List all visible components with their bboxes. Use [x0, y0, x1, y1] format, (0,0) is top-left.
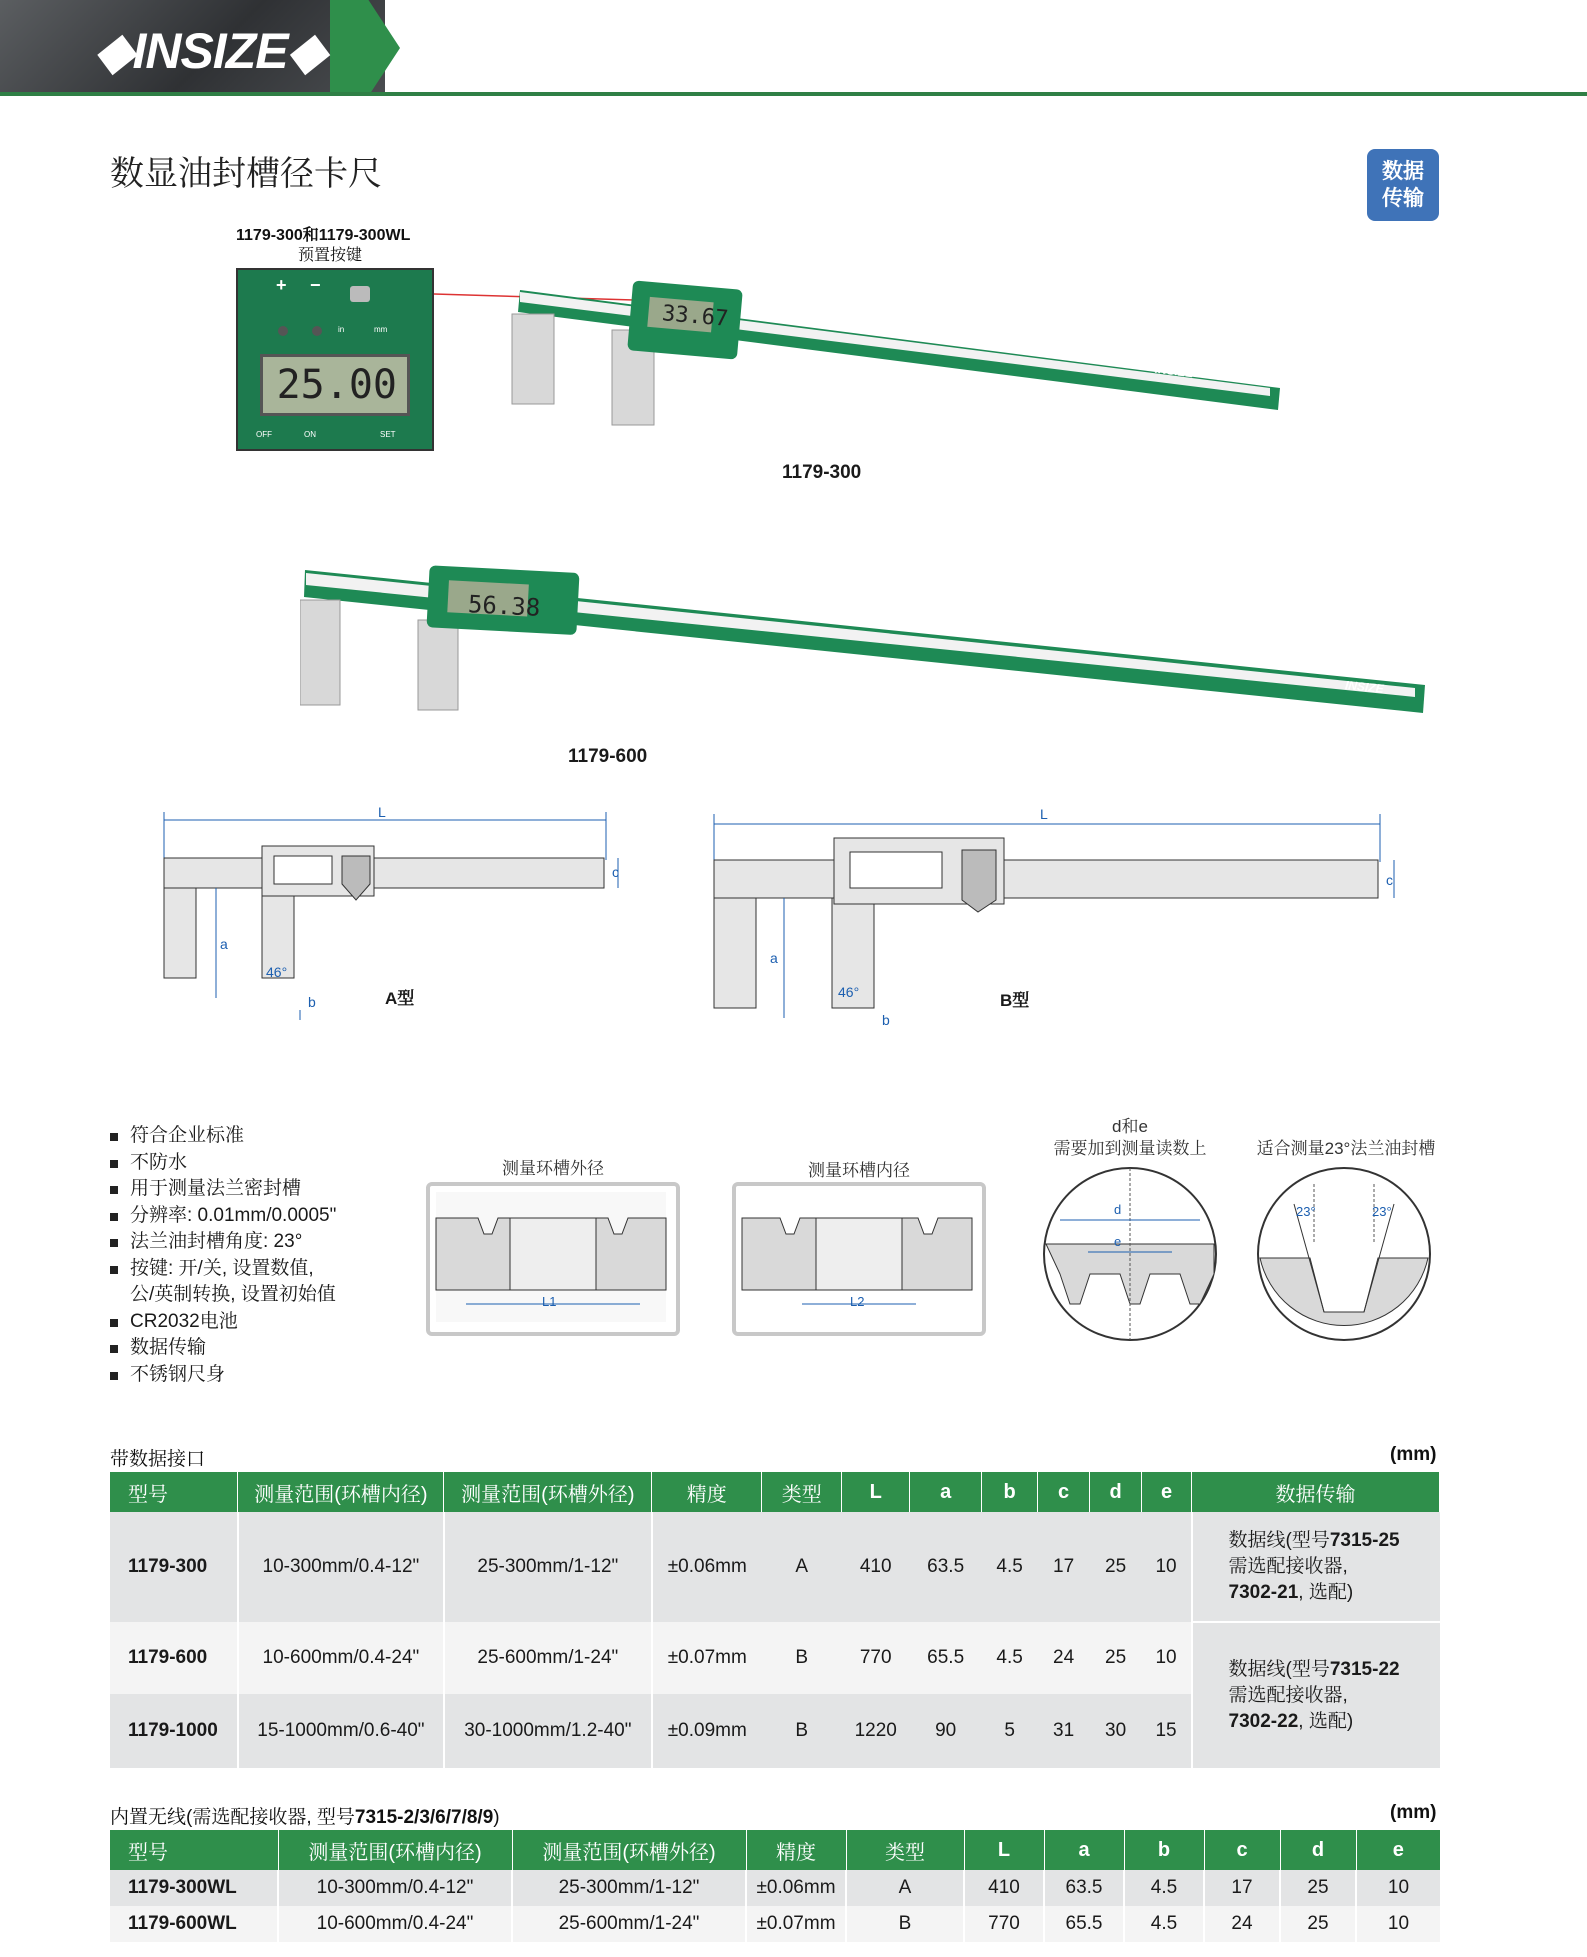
inset-caption-line1: 1179-300和1179-300WL — [236, 227, 411, 244]
feature-item: 按键: 开/关, 设置数值, — [108, 1256, 488, 1283]
de-diagram — [1040, 1164, 1220, 1344]
mm-label: mm — [374, 325, 388, 334]
cell: 10 — [1356, 1870, 1440, 1906]
note2-line1b: 7315-22 — [1329, 1658, 1400, 1680]
de-caption-1: d和e — [1112, 1117, 1148, 1136]
feature-item: 不锈钢尺身 — [108, 1362, 488, 1389]
cell: 10-300mm/0.4-12" — [278, 1870, 512, 1906]
de-e-label: e — [1114, 1234, 1122, 1249]
col-c: c — [1204, 1830, 1280, 1870]
col-b: b — [982, 1472, 1038, 1512]
feature-item: 数据传输 — [108, 1335, 488, 1362]
note2-line1a: 数据线(型号 — [1228, 1658, 1330, 1680]
col-inner-range: 测量范围(环槽内径) — [278, 1830, 512, 1870]
cell: 410 — [842, 1512, 910, 1622]
col-L: L — [964, 1830, 1044, 1870]
cell: 17 — [1038, 1512, 1090, 1622]
table1-header-row — [110, 1472, 1440, 1512]
de-caption-2: 需要加到测量读数上 — [1053, 1139, 1207, 1158]
cell: 90 — [910, 1694, 982, 1768]
cell: B — [762, 1694, 842, 1768]
cell: 770 — [964, 1906, 1044, 1942]
data-transfer-note-1 — [1192, 1512, 1440, 1622]
table2-title-c: ) — [493, 1807, 500, 1828]
preset-button-closeup — [236, 268, 434, 451]
flange-angle-left: 23° — [1296, 1204, 1316, 1219]
outer-groove-caption: 测量环槽外径 — [502, 1159, 604, 1178]
feature-item-continued: 公/英制转换, 设置初始值 — [130, 1284, 336, 1305]
cell: 63.5 — [1044, 1870, 1124, 1906]
cell: 10-600mm/0.4-24" — [278, 1906, 512, 1942]
feature-item: 分辨率: 0.01mm/0.0005" — [108, 1203, 488, 1230]
cell: 65.5 — [1044, 1906, 1124, 1942]
table-row — [110, 1512, 1440, 1622]
drawing-type-b — [700, 800, 1420, 1040]
model-caption-600: 1179-600 — [568, 746, 648, 767]
col-d: d — [1090, 1472, 1142, 1512]
caliper-300-photo — [500, 270, 1290, 450]
feature-item: CR2032电池 — [108, 1309, 488, 1336]
col-e: e — [1356, 1830, 1440, 1870]
brand-arrow-left-icon: ◆ — [95, 23, 133, 79]
note2-line3b: , 选配) — [1298, 1710, 1354, 1732]
feature-item: 符合企业标准 — [108, 1123, 488, 1150]
plus-label: + — [276, 275, 287, 295]
col-c: c — [1038, 1472, 1090, 1512]
caliper-300-display: 33.67 — [661, 301, 730, 332]
cell: ±0.06mm — [652, 1512, 762, 1622]
feature-item: 不防水 — [108, 1150, 488, 1177]
on-label: ON — [304, 430, 316, 439]
badge-line1: 数据 — [1382, 160, 1424, 183]
badge-line2: 传输 — [1382, 187, 1424, 210]
col-accuracy: 精度 — [746, 1830, 846, 1870]
cell-model: 1179-300WL — [110, 1870, 278, 1906]
header-rule — [0, 92, 1587, 96]
type-a-label: A型 — [385, 989, 415, 1008]
spec-table-wireless — [110, 1830, 1440, 1942]
inner-groove-diagram — [732, 1182, 986, 1338]
cell: 770 — [842, 1622, 910, 1694]
cell: B — [762, 1622, 842, 1694]
note1-line2: 需选配接收器, — [1228, 1555, 1348, 1577]
col-model: 型号 — [110, 1472, 238, 1512]
inset-lcd: 25.00 — [260, 354, 410, 416]
table2-title-a: 内置无线(需选配接收器, 型号 — [110, 1807, 355, 1828]
table1-title: 带数据接口 — [110, 1449, 206, 1470]
cell: ±0.07mm — [652, 1622, 762, 1694]
cell: ±0.07mm — [746, 1906, 846, 1942]
col-b: b — [1124, 1830, 1204, 1870]
note1-line1a: 数据线(型号 — [1228, 1529, 1330, 1551]
cell-model: 1179-600 — [110, 1622, 238, 1694]
cell: 4.5 — [982, 1622, 1038, 1694]
col-inner-range: 测量范围(环槽内径) — [238, 1472, 444, 1512]
spec-table-wired — [110, 1472, 1440, 1768]
cell: 10-300mm/0.4-12" — [238, 1512, 444, 1622]
cell: 25 — [1090, 1622, 1142, 1694]
thumb-wheel-icon — [350, 286, 370, 302]
cell: 30-1000mm/1.2-40" — [444, 1694, 652, 1768]
cell: 4.5 — [982, 1512, 1038, 1622]
cell-model: 1179-1000 — [110, 1694, 238, 1768]
table2-title-b: 7315-2/3/6/7/8/9 — [354, 1807, 494, 1828]
page-title: 数显油封槽径卡尺 — [110, 155, 382, 193]
dim-a-b: a — [770, 950, 778, 966]
dim-angle-b: 46° — [838, 984, 860, 1000]
type-b-label: B型 — [1000, 991, 1030, 1010]
cell: 25 — [1280, 1870, 1356, 1906]
col-a: a — [1044, 1830, 1124, 1870]
col-type: 类型 — [762, 1472, 842, 1512]
table1-unit: (mm) — [1390, 1444, 1437, 1465]
note1-line1b: 7315-25 — [1329, 1529, 1400, 1551]
cell: A — [762, 1512, 842, 1622]
col-a: a — [910, 1472, 982, 1512]
cell: 4.5 — [1124, 1870, 1204, 1906]
note2-line2: 需选配接收器, — [1228, 1684, 1348, 1706]
cell: 15-1000mm/0.6-40" — [238, 1694, 444, 1768]
feature-item: 法兰油封槽角度: 23° — [108, 1229, 488, 1256]
minus-button — [312, 326, 322, 336]
col-outer-range: 测量范围(环槽外径) — [512, 1830, 746, 1870]
outer-groove-L1: L1 — [542, 1294, 557, 1309]
flange-caption: 适合测量23°法兰油封槽 — [1256, 1139, 1436, 1158]
dim-a-a: a — [220, 936, 228, 952]
cell: 65.5 — [910, 1622, 982, 1694]
cell: 10 — [1356, 1906, 1440, 1942]
dim-L-a: L — [378, 804, 386, 820]
cell: 5 — [982, 1694, 1038, 1768]
note1-line3a: 7302-21 — [1228, 1581, 1299, 1603]
de-d-label: d — [1114, 1202, 1122, 1217]
note2-line3a: 7302-22 — [1228, 1710, 1299, 1732]
col-model: 型号 — [110, 1830, 278, 1870]
inset-caption-line2: 预置按键 — [298, 247, 363, 264]
cell: 10-600mm/0.4-24" — [238, 1622, 444, 1694]
note1-line3b: , 选配) — [1298, 1581, 1354, 1603]
col-accuracy: 精度 — [652, 1472, 762, 1512]
table-row — [110, 1622, 1440, 1694]
flange-angle-right: 23° — [1372, 1204, 1392, 1219]
cell: 10 — [1142, 1512, 1192, 1622]
cell-model: 1179-300 — [110, 1512, 238, 1622]
caliper-600-photo — [300, 555, 1440, 725]
feature-item: 用于测量法兰密封槽 — [108, 1176, 488, 1203]
table-row — [110, 1906, 1440, 1942]
header-arrow — [330, 0, 400, 96]
cell: B — [846, 1906, 964, 1942]
brand-arrow-right-icon: ◆ — [287, 23, 326, 79]
dim-c-b: c — [1386, 872, 1393, 888]
table2-header-row — [110, 1830, 1440, 1870]
col-type: 类型 — [846, 1830, 964, 1870]
inner-groove-caption: 测量环槽内径 — [808, 1161, 910, 1180]
col-data-transfer: 数据传输 — [1192, 1472, 1440, 1512]
flange-diagram — [1254, 1164, 1434, 1344]
col-d: d — [1280, 1830, 1356, 1870]
cell: 25-600mm/1-24" — [444, 1622, 652, 1694]
table-row — [110, 1870, 1440, 1906]
cell: 25 — [1090, 1512, 1142, 1622]
brand-logo — [95, 22, 325, 80]
in-label: in — [338, 325, 345, 334]
caliper-600-display: 56.38 — [467, 590, 541, 622]
dim-b-b: b — [882, 1012, 890, 1028]
cell: A — [846, 1870, 964, 1906]
col-L: L — [842, 1472, 910, 1512]
dim-b-a: b — [308, 994, 316, 1010]
off-label: OFF — [256, 430, 272, 439]
plus-button — [278, 326, 288, 336]
cell: ±0.06mm — [746, 1870, 846, 1906]
set-label: SET — [380, 430, 396, 439]
cell: 1220 — [842, 1694, 910, 1768]
caliper-300-logo: INSIZE — [1154, 361, 1195, 381]
cell-model: 1179-600WL — [110, 1906, 278, 1942]
data-transfer-note-2 — [1192, 1622, 1440, 1768]
cell: 25-300mm/1-12" — [444, 1512, 652, 1622]
cell: 4.5 — [1124, 1906, 1204, 1942]
cell: 410 — [964, 1870, 1044, 1906]
cell: 24 — [1038, 1622, 1090, 1694]
cell: 30 — [1090, 1694, 1142, 1768]
col-outer-range: 测量范围(环槽外径) — [444, 1472, 652, 1512]
cell: 10 — [1142, 1622, 1192, 1694]
dim-angle-a: 46° — [266, 964, 288, 980]
cell: 25 — [1280, 1906, 1356, 1942]
data-transfer-badge — [1367, 149, 1439, 221]
table2-title — [110, 1802, 500, 1829]
cell: 25-600mm/1-24" — [512, 1906, 746, 1942]
cell: 31 — [1038, 1694, 1090, 1768]
table2-unit: (mm) — [1390, 1802, 1437, 1823]
cell: 63.5 — [910, 1512, 982, 1622]
dim-c-a: c — [612, 864, 619, 880]
dim-L-b: L — [1040, 806, 1048, 822]
cell: 25-300mm/1-12" — [512, 1870, 746, 1906]
outer-groove-diagram — [426, 1182, 680, 1338]
col-e: e — [1142, 1472, 1192, 1512]
cell: ±0.09mm — [652, 1694, 762, 1768]
inner-groove-L2: L2 — [850, 1294, 865, 1309]
model-caption-300: 1179-300 — [782, 462, 862, 483]
cell: 24 — [1204, 1906, 1280, 1942]
minus-label: − — [310, 275, 321, 295]
cell: 15 — [1142, 1694, 1192, 1768]
cell: 17 — [1204, 1870, 1280, 1906]
caliper-600-logo: INSIZE — [1344, 678, 1385, 696]
brand-name: INSIZE — [132, 23, 288, 79]
